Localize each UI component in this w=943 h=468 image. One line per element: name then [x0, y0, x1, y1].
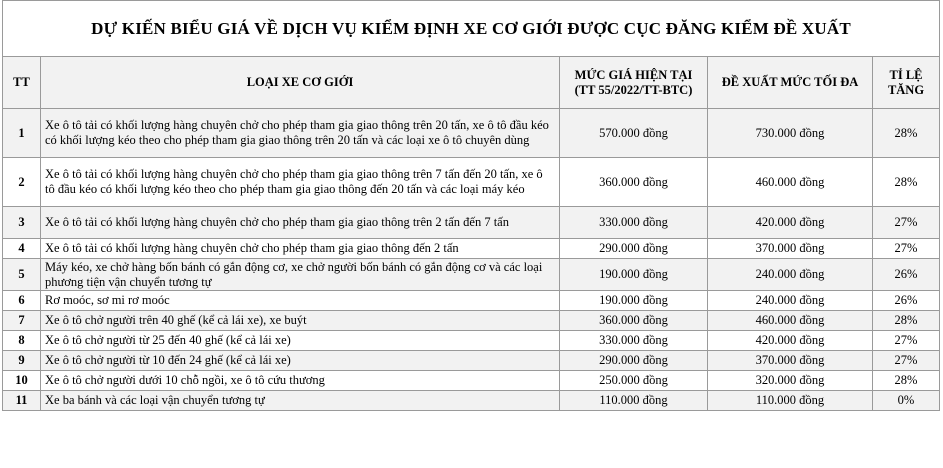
cell-tt: 4 — [3, 239, 41, 259]
cell-current-price: 290.000 đồng — [560, 239, 708, 259]
cell-increase-rate: 27% — [873, 331, 940, 351]
cell-tt: 1 — [3, 109, 41, 158]
cell-increase-rate: 28% — [873, 158, 940, 207]
cell-tt: 2 — [3, 158, 41, 207]
cell-tt: 7 — [3, 311, 41, 331]
cell-vehicle-type: Xe ba bánh và các loại vận chuyển tương tự — [41, 391, 560, 411]
cell-vehicle-type: Máy kéo, xe chở hàng bốn bánh có gắn động cơ, xe chở người bốn bánh có gắn động cơ và các loại phương tiện vận chuyển tương tự — [41, 259, 560, 291]
cell-tt: 3 — [3, 207, 41, 239]
fee-table — [2, 0, 940, 411]
cell-vehicle-type: Xe ô tô chở người từ 25 đến 40 ghế (kể cả lái xe) — [41, 331, 560, 351]
cell-tt: 9 — [3, 351, 41, 371]
cell-proposed-price: 370.000 đồng — [708, 239, 873, 259]
cell-vehicle-type: Xe ô tô tải có khối lượng hàng chuyên chở cho phép tham gia giao thông đến 2 tấn — [41, 239, 560, 259]
table-row — [3, 391, 940, 411]
header-tt: TT — [3, 57, 41, 109]
cell-current-price: 190.000 đồng — [560, 291, 708, 311]
cell-proposed-price: 320.000 đồng — [708, 371, 873, 391]
cell-tt: 6 — [3, 291, 41, 311]
table-row — [3, 207, 940, 239]
cell-vehicle-type: Xe ô tô tải có khối lượng hàng chuyên chở cho phép tham gia giao thông trên 20 tấn, xe ô tô đầu kéo có khối lượng kéo theo cho phép tham gia giao thông trên 20 tấn và các loại xe ô tô chuyên dùng — [41, 109, 560, 158]
cell-increase-rate: 0% — [873, 391, 940, 411]
cell-increase-rate: 26% — [873, 291, 940, 311]
cell-increase-rate: 27% — [873, 239, 940, 259]
cell-current-price: 110.000 đồng — [560, 391, 708, 411]
cell-vehicle-type: Rơ moóc, sơ mi rơ moóc — [41, 291, 560, 311]
cell-increase-rate: 27% — [873, 207, 940, 239]
cell-current-price: 570.000 đồng — [560, 109, 708, 158]
cell-tt: 5 — [3, 259, 41, 291]
cell-proposed-price: 460.000 đồng — [708, 158, 873, 207]
cell-proposed-price: 240.000 đồng — [708, 291, 873, 311]
header-row — [3, 57, 940, 109]
cell-current-price: 250.000 đồng — [560, 371, 708, 391]
cell-vehicle-type: Xe ô tô tải có khối lượng hàng chuyên chở cho phép tham gia giao thông trên 2 tấn đến 7 tấn — [41, 207, 560, 239]
cell-proposed-price: 460.000 đồng — [708, 311, 873, 331]
table-title: DỰ KIẾN BIỂU GIÁ VỀ DỊCH VỤ KIỂM ĐỊNH XE CƠ GIỚI ĐƯỢC CỤC ĐĂNG KIỂM ĐỀ XUẤT — [3, 1, 940, 57]
table-row — [3, 311, 940, 331]
cell-proposed-price: 420.000 đồng — [708, 207, 873, 239]
cell-increase-rate: 28% — [873, 311, 940, 331]
cell-proposed-price: 730.000 đồng — [708, 109, 873, 158]
header-current-price: MỨC GIÁ HIỆN TẠI (TT 55/2022/TT-BTC) — [560, 57, 708, 109]
header-vehicle-type: LOẠI XE CƠ GIỚI — [41, 57, 560, 109]
table-row — [3, 158, 940, 207]
table-row — [3, 371, 940, 391]
table-row — [3, 331, 940, 351]
table-row — [3, 109, 940, 158]
cell-current-price: 360.000 đồng — [560, 158, 708, 207]
cell-proposed-price: 370.000 đồng — [708, 351, 873, 371]
cell-increase-rate: 28% — [873, 109, 940, 158]
cell-proposed-price: 420.000 đồng — [708, 331, 873, 351]
cell-tt: 11 — [3, 391, 41, 411]
table-row — [3, 351, 940, 371]
header-proposed-price: ĐỀ XUẤT MỨC TỐI ĐA — [708, 57, 873, 109]
cell-current-price: 190.000 đồng — [560, 259, 708, 291]
cell-proposed-price: 110.000 đồng — [708, 391, 873, 411]
cell-current-price: 360.000 đồng — [560, 311, 708, 331]
table-row — [3, 239, 940, 259]
cell-current-price: 290.000 đồng — [560, 351, 708, 371]
cell-current-price: 330.000 đồng — [560, 331, 708, 351]
cell-tt: 8 — [3, 331, 41, 351]
table-row — [3, 259, 940, 291]
table-row — [3, 291, 940, 311]
cell-vehicle-type: Xe ô tô chở người dưới 10 chỗ ngồi, xe ô tô cứu thương — [41, 371, 560, 391]
cell-increase-rate: 26% — [873, 259, 940, 291]
cell-current-price: 330.000 đồng — [560, 207, 708, 239]
cell-tt: 10 — [3, 371, 41, 391]
cell-vehicle-type: Xe ô tô chở người trên 40 ghế (kể cả lái xe), xe buýt — [41, 311, 560, 331]
cell-increase-rate: 27% — [873, 351, 940, 371]
header-increase-rate: TỈ LỆ TĂNG — [873, 57, 940, 109]
cell-vehicle-type: Xe ô tô tải có khối lượng hàng chuyên chở cho phép tham gia giao thông trên 7 tấn đến 20 tấn, xe ô tô đầu kéo có khối lượng kéo theo cho phép tham gia giao thông đến 20 tấn và các loại máy kéo — [41, 158, 560, 207]
cell-increase-rate: 28% — [873, 371, 940, 391]
cell-vehicle-type: Xe ô tô chở người từ 10 đến 24 ghế (kể cả lái xe) — [41, 351, 560, 371]
fee-table-container — [2, 0, 939, 411]
cell-proposed-price: 240.000 đồng — [708, 259, 873, 291]
